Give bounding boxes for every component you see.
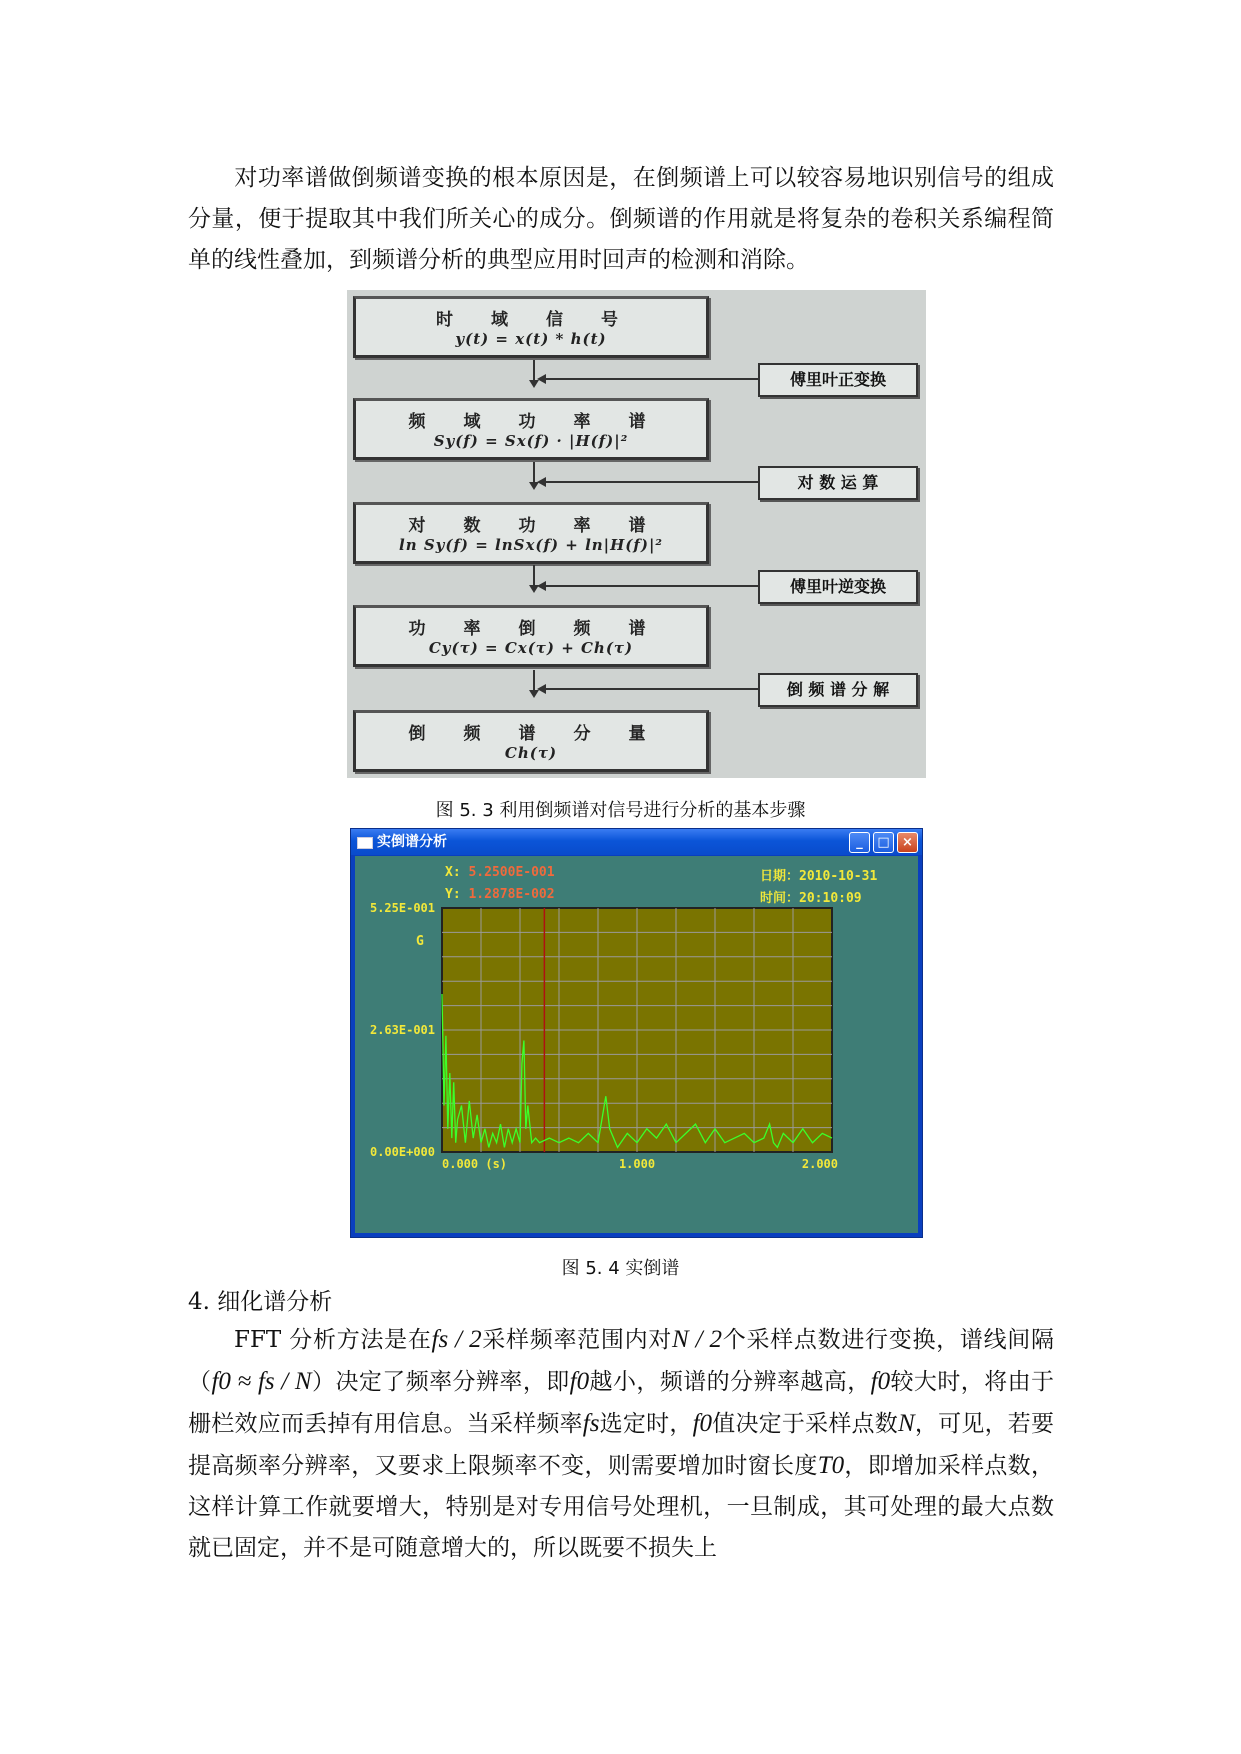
flow-box-power-cepstrum	[353, 605, 709, 667]
intro-paragraph	[188, 158, 1054, 281]
math-t0: T0	[817, 1452, 845, 1479]
flow-arrow	[533, 670, 535, 696]
x-tick-label: 1.000	[618, 1157, 656, 1171]
flow-box-power-spectrum	[353, 398, 709, 460]
text-run: ）决定了频率分辨率，即	[311, 1369, 570, 1395]
real-cepstrum-window	[350, 828, 923, 1238]
y-tick-label: 2.63E-001	[369, 1023, 435, 1037]
cepstrum-flowchart	[347, 290, 926, 778]
y-tick-label: 0.00E+000	[369, 1145, 435, 1159]
y-tick-label: 5.25E-001	[369, 901, 435, 915]
text-run: 值决定于采样点数	[712, 1411, 899, 1437]
close-button[interactable]: ×	[897, 832, 918, 853]
text-run: ，可见，若要提高频率分辨率，又要求上限频率不变，则需要增加时窗长度	[188, 1411, 1055, 1479]
flow-box-title: 时域信号	[436, 310, 656, 330]
flow-box-formula: y(t) = x(t) * h(t)	[455, 330, 607, 348]
time-label: 时间：	[760, 891, 800, 906]
window-title: 实倒谱分析	[377, 834, 447, 850]
text-run: 选定时，	[599, 1411, 693, 1437]
flow-box-formula: Ch(τ)	[504, 744, 558, 762]
cepstrum-plot[interactable]	[355, 856, 918, 1233]
text-run: 较大时，将由于栅栏效应而丢掉有用信息。当采样频率	[188, 1369, 1055, 1437]
math-f0: f0	[870, 1368, 891, 1395]
flow-arrow	[533, 360, 535, 386]
section-heading: 4. 细化谱分析	[188, 1289, 333, 1315]
window-titlebar[interactable]	[351, 829, 922, 855]
flow-box-time-domain	[353, 296, 709, 358]
x-tick-label: 2.000	[801, 1157, 838, 1171]
y-label: Y:	[445, 887, 461, 902]
flow-box-formula: ln Sy(f) = lnSx(f) + ln|H(f)|²	[399, 536, 663, 554]
x-value: 5.2500E-001	[468, 865, 555, 880]
minimize-button[interactable]: _	[849, 832, 870, 853]
x-tick-label: 0.000 (s)	[442, 1157, 508, 1171]
flow-box-title: 功率倒频谱	[408, 619, 684, 639]
op-box-fft: 傅里叶正变换	[758, 363, 918, 397]
op-arrow	[539, 481, 758, 483]
flow-box-title: 对数功率谱	[408, 516, 684, 536]
op-box-log: 对 数 运 算	[758, 466, 918, 500]
flow-box-log-spectrum	[353, 502, 709, 564]
math-fs: fs	[582, 1410, 600, 1437]
math-n: N	[898, 1410, 915, 1437]
op-arrow	[539, 688, 758, 690]
figure-caption-5-4: 图 5. 4 实倒谱	[561, 1258, 680, 1279]
flow-box-formula: Sy(f) = Sx(f) · |H(f)|²	[433, 432, 629, 450]
op-box-decompose: 倒 频 谱 分 解	[758, 673, 918, 707]
math-n-half: N / 2	[672, 1326, 723, 1353]
text-run: 采样频率范围内对	[481, 1327, 672, 1353]
zoom-fft-paragraph	[188, 1319, 1054, 1569]
figure-caption-5-3: 图 5. 3 利用倒频谱对信号进行分析的基本步骤	[435, 800, 806, 821]
maximize-button[interactable]: □	[873, 832, 894, 853]
math-f0-approx: f0 ≈ fs / N	[211, 1368, 312, 1395]
text-run: ，即增加采样点数，这样计算工作就要增大，特别是对专用信号处理机，一旦制成，其可处理的最大点数就已固定，并不是可随意增大的，所以既要不损失上	[188, 1453, 1055, 1561]
math-f0: f0	[569, 1368, 590, 1395]
flow-box-title: 频域功率谱	[408, 412, 684, 432]
flow-box-formula: Cy(τ) = Cx(τ) + Ch(τ)	[428, 639, 634, 657]
date-label: 日期：	[760, 869, 800, 884]
time-value: 20:10:09	[799, 891, 862, 906]
flow-box-cepstrum-component	[353, 710, 709, 772]
math-f0: f0	[692, 1410, 713, 1437]
text-run: FFT 分析方法是在	[234, 1327, 432, 1353]
y-unit: G	[416, 934, 424, 949]
date-value: 2010-10-31	[799, 869, 878, 884]
flow-arrow	[533, 565, 535, 591]
y-value: 1.2878E-002	[468, 887, 555, 902]
op-arrow	[539, 378, 758, 380]
math-fs-half: fs / 2	[431, 1326, 482, 1353]
text-run: 个采样点数进行变换，谱线间隔（	[188, 1327, 1054, 1395]
window-app-icon	[357, 837, 373, 849]
plot-client-area	[355, 856, 918, 1233]
text-run: 越小，频谱的分辨率越高，	[589, 1369, 871, 1395]
flow-box-title: 倒频谱分量	[408, 724, 684, 744]
op-box-ifft: 傅里叶逆变换	[758, 570, 918, 604]
flow-arrow	[533, 462, 535, 488]
op-arrow	[539, 585, 758, 587]
x-label: X:	[445, 865, 461, 880]
intro-text: 对功率谱做倒频谱变换的根本原因是，在倒频谱上可以较容易地识别信号的组成分量，便于提取其中我们所关心的成分。倒频谱的作用就是将复杂的卷积关系编程简单的线性叠加，到频谱分析的典型应用时回声的检测和消除。	[188, 165, 1054, 273]
